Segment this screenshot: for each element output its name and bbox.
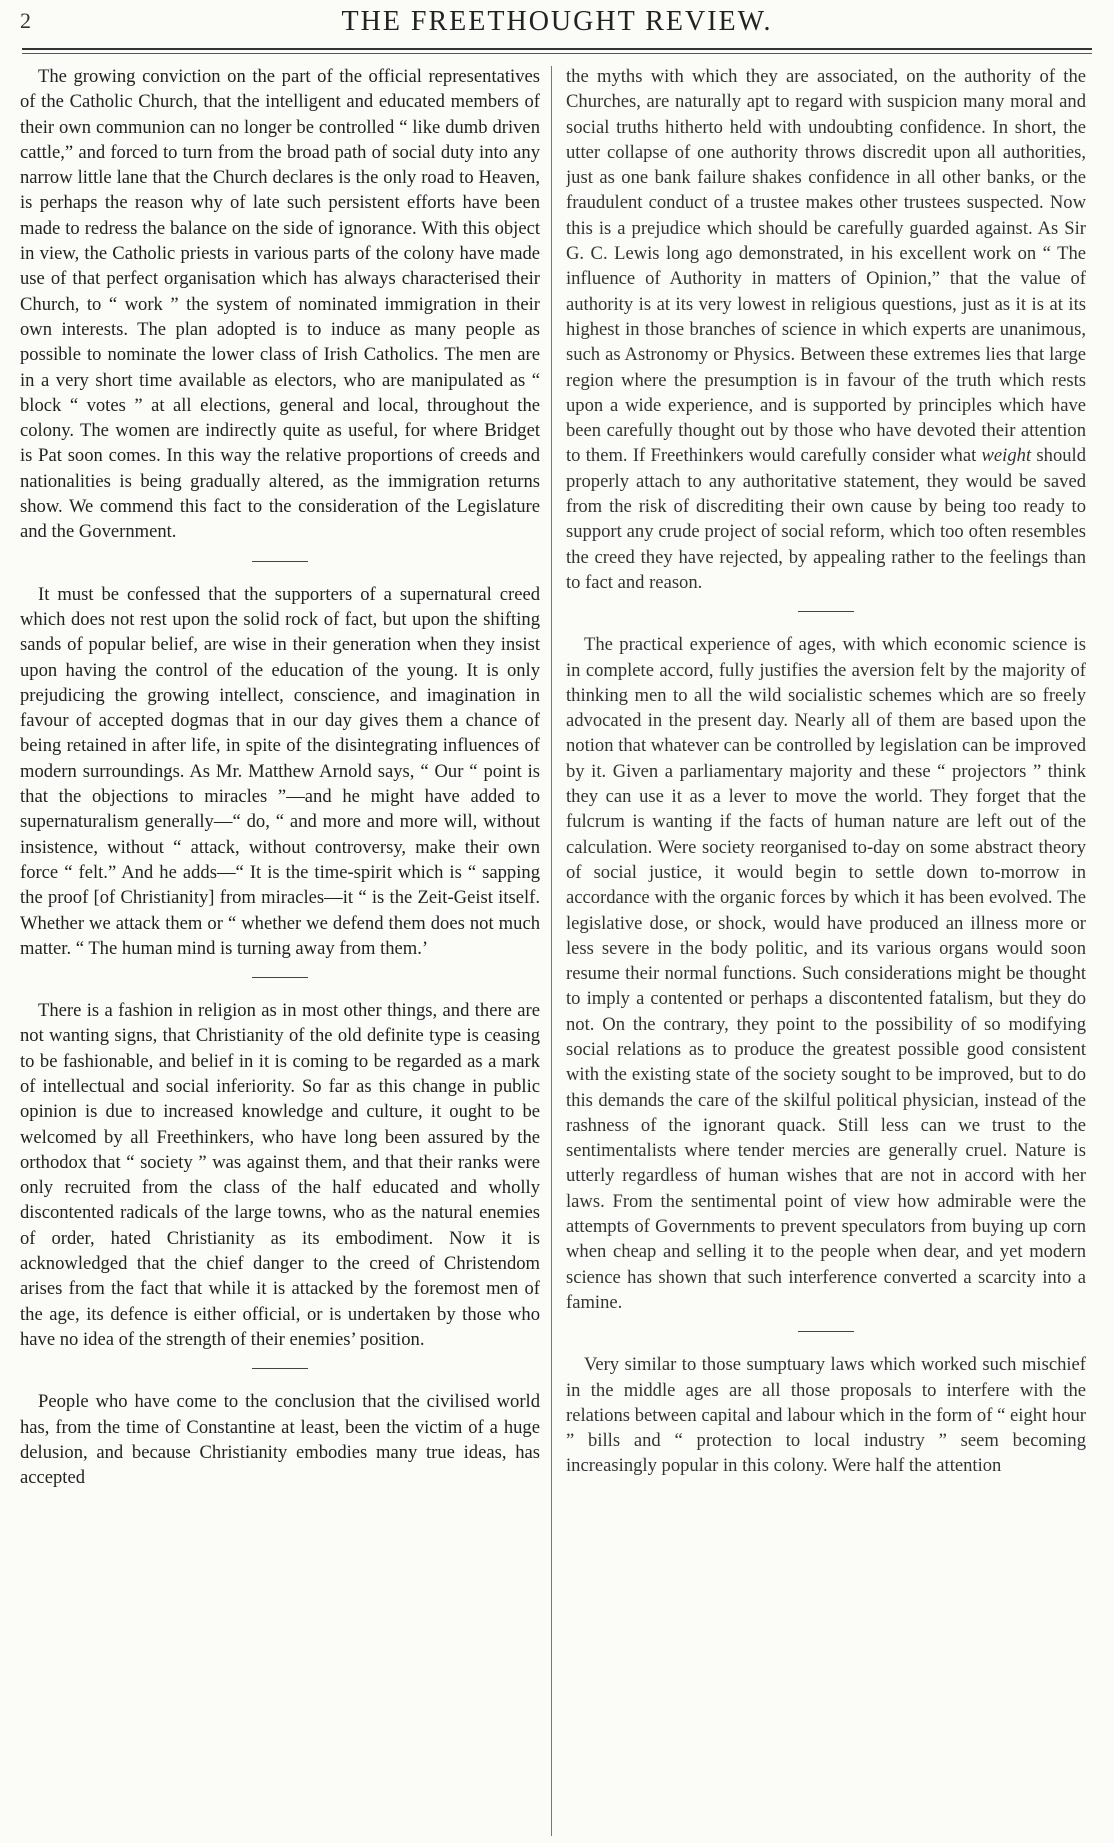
section-divider [252,561,308,562]
authority-text-before: the myths with which they are associated, on the authority of the Churches, are naturally apt to regard with suspicion many moral and social truths hitherto held with undoubting confidence. In short, the utter collapse of one authority throws discredit upon all authorities, just as one bank failure shakes confidence in all other banks, or the fraudulent conduct of a trustee makes other trustees suspected. Now this is a prejudice which should be carefully guarded against. As Sir G. C. Lewis long ago demonstrated, in his excellent work on “ The influence of Authority in matters of Opinion,” that the value of authority is at its very lowest in religious questions, just as it is at its highest in those branches of science in which experts are unanimous, such as Astronomy or Physics. Between these extremes lies that large region where the presumption is in favour of the truth which rests upon a wide experience, and is supported by principles which have been carefully thought out by those who have devoted their attention to them. If Freethinkers would carefully consider what [566,66,1086,467]
article-paragraph-education-control: It must be confessed that the supporters of a supernatural creed which does not rest upon the solid rock of fact, but upon the shifting sands of popular belief, are wise in their generation when they insist upon having the control of the education of the young. It is only prejudicing the growing intellect, conscience, and imagination in favour of accepted dogmas that in our day gives them a chance of being retained in after life, in spite of the disintegrating influences of modern surroundings. As Mr. Matthew Arnold says, “ Our “ point is that the objections to miracles ”—and he might have added to supernaturalism generally—“ do, “ and more and more will, without insistence, without “ attack, without controversy, make their own force “ felt.” And he adds—“ It is the time-spirit which is “ sapping the proof [of Christianity] from miracles—it “ is the Zeit-Geist itself. Whether we attack them or “ whether we defend them does not much matter. “ The human mind is turning away from them.’ [20,583,540,959]
emphasis-weight: weight [981,445,1032,467]
article-paragraph-socialistic-schemes: The practical experience of ages, with which economic science is in complete accord, fully justifies the aversion felt by the majority of thinking men to all the wild socialistic schemes which are so freely advocated in the present day. Nearly all of them are based upon the notion that whatever can be controlled by legislation can be improved by it. Given a parliamentary majority and these “ projectors ” think they can use it as a lever to move the world. They forget that the fulcrum is wanting if the facts of human nature are left out of the calculation. Were society reorganised to-day on some abstract theory of social justice, it would begin to settle down to-morrow in accordance with the organic forces by which it has been evolved. The legislative dose, or shock, would have produced an illness more or less severe in the body politic, and its various organs would soon resume their normal functions. Such considerations might be thought to imply a contented or perhaps a discontented fatalism, but they do not. On the contrary, they point to the possibility of so modifying social relations as to produce the greatest possible good consistent with the existing state of the society sought to be improved, but to do this demands the care of the skilful political physician, instead of the rashness of the ignorant quack. Still less can we trust to the sentimentalists where tender mercies are generally cruel. Nature is utterly regardless of human wishes that are not in accord with her laws. From the sentimental point of view how admirable were the attempts of Governments to prevent speculators from buying up corn when cheap and selling it to the people when dear, and yet modern science has shown that such interference converted a scarcity into a famine. [566,634,1086,1313]
section-divider [798,611,854,612]
article-paragraph-catholic-immigration: The growing conviction on the part of the official representatives of the Catholic Church, that the intelligent and educated members of their own communion can no longer be controlled “ like dumb driven cattle,” and forced to turn from the broad path of social duty into any narrow little lane that the Church declares is the only road to Heaven, is perhaps the reason why of late such persistent efforts have been made to redress the balance on the side of ignorance. With this object in view, the Catholic priests in various parts of the colony have made use of that perfect organisation which has always characterised their Church, to “ work ” the system of nominated immigration in their own interests. The plan adopted is to induce as many people as possible to nominate the lower class of Irish Catholics. The men are in a very short time available as electors, who are manipulated as “ block “ votes ” at all elections, general and local, throughout the colony. The women are indirectly quite as useful, for where Bridget is Pat soon comes. In this way the relative proportions of creeds and nationalities is being gradually altered, as the immigration returns show. We commend this fact to the consideration of the Legislature and the Government. [20,66,540,543]
right-column [566,64,1086,1834]
page-header [0,0,1114,52]
page-number: 2 [20,8,31,33]
section-divider [798,1331,854,1332]
masthead-title: THE FREETHOUGHT REVIEW. [341,6,773,37]
header-rule-thick [22,48,1092,50]
authority-text-after: should properly attach to any authoritative statement, they would be saved from the risk of discrediting their own cause by being too ready to support any crude project of social reform, which too often resembles the creed they have rejected, by appealing rather to the feelings than to fact and reason. [566,445,1086,593]
section-divider [252,1368,308,1369]
article-paragraph-huge-delusion: People who have come to the conclusion that the civilised world has, from the time of Constantine at least, been the victim of a huge delusion, and because Christianity embodies many true ideas, has accepted [20,1391,540,1489]
header-rule-thin [22,53,1092,54]
section-divider [252,977,308,978]
article-paragraph-sumptuary-laws: Very similar to those sumptuary laws which worked such mischief in the middle ages are all those proposals to interfere with the relations between capital and labour which in the form of “ eight hour ” bills and “ protection to local industry ” seem becoming increasingly popular in this colony. Were half the attention [566,1354,1086,1477]
column-divider [551,66,552,1836]
article-paragraph-authority [566,64,1086,595]
left-column [20,64,540,1834]
article-paragraph-fashion-in-religion: There is a fashion in religion as in most other things, and there are not wanting signs, that Christianity of the old definite type is ceasing to be fashionable, and belief in it is coming to be regarded as a mark of intellectual and social inferiority. So far as this change in public opinion is due to increased knowledge and culture, it ought to be welcomed by all Freethinkers, who have long been assured by the orthodox that “ society ” was against them, and that their ranks were only recruited from the class of the half educated and wholly discontented radicals of the large towns, who as the natural enemies of order, hated Christianity as its embodiment. Now it is acknowledged that the chief danger to the creed of Christendom arises from the fact that while it is attacked by the foremost men of the age, its defence is either official, or is undertaken by those who have no idea of the strength of their enemies’ position. [20,1000,540,1350]
